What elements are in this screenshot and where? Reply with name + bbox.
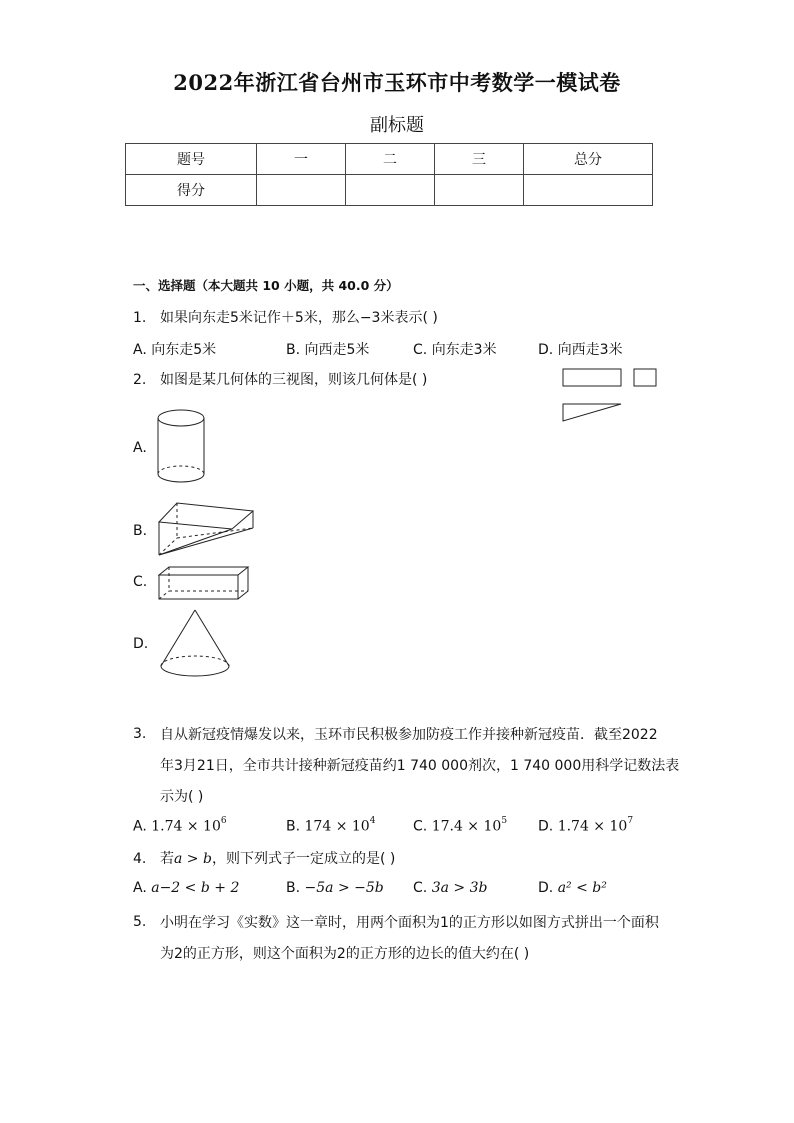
option-text: 向东走3米 [431,342,497,358]
option-a[interactable]: A. [133,440,147,456]
score-header-cell: 三 [435,144,524,175]
question-number: 3. [133,726,147,742]
option-c[interactable]: C. [133,574,148,590]
score-header-cell: 题号 [126,144,257,175]
option-text: −5a > −5b [304,880,384,896]
option-a[interactable] [133,818,227,835]
top-view-triangle [563,404,621,421]
option-exponent: 6 [220,816,227,826]
score-cell[interactable] [524,175,653,206]
question-number: 1. [133,310,147,326]
option-b[interactable]: B. [133,523,148,539]
option-text: a² < b² [557,880,607,896]
option-exponent: 5 [501,816,508,826]
option-b[interactable] [286,880,384,896]
option-b[interactable] [286,339,369,359]
option-label: D. [538,880,554,896]
option-label: A. [133,880,147,896]
option-label: B. [286,342,301,358]
option-label: A. [133,342,147,358]
option-label: C. [413,342,428,358]
question-text-line1: 小明在学习《实数》这一章时，用两个面积为1的正方形以如图方式拼出一个面积 [160,915,659,931]
question-text-post: ，则下列式子一定成立的是( ) [211,851,396,867]
score-header-cell: 总分 [524,144,653,175]
triangular-prism-icon[interactable] [157,500,257,558]
option-base: 17.4 × 10 [431,818,502,835]
option-base: 1.74 × 10 [151,818,221,835]
option-d[interactable] [538,880,607,896]
option-exponent: 4 [369,816,376,826]
cone-icon[interactable] [158,608,232,682]
score-header-cell: 二 [346,144,435,175]
option-c[interactable] [413,880,487,896]
question-math: a > b [174,851,212,867]
question-text-line3: 示为( ) [160,789,204,805]
side-view-rect [634,369,656,386]
option-c[interactable] [413,818,507,835]
option-exponent: 7 [627,816,634,826]
option-label: C. [413,818,428,835]
option-d[interactable] [538,818,633,835]
option-text: a−2 < b + 2 [151,880,240,896]
option-b[interactable] [286,818,375,835]
option-text: 向东走5米 [151,342,217,358]
exam-title: 2022年浙江省台州市玉环市中考数学一模试卷 [173,70,621,95]
question-text: 如果向东走5米记作＋5米，那么−3米表示( ) [160,310,438,326]
option-label: B. [286,818,301,835]
option-text: 3a > 3b [431,880,488,896]
score-cell[interactable] [435,175,524,206]
score-cell[interactable] [346,175,435,206]
question-text [160,849,395,869]
option-a[interactable] [133,339,216,359]
option-label: B. [286,880,301,896]
three-views-figure [560,368,660,424]
option-label: D. [538,342,554,358]
option-label: C. [413,880,428,896]
score-cell[interactable] [257,175,346,206]
option-label: D. [538,818,554,835]
front-view-rect [563,369,621,386]
question-number: 4. [133,851,147,867]
score-table-header-row [126,144,653,175]
question-number: 2. [133,372,147,388]
option-c[interactable] [413,339,497,359]
section-heading: 一、选择题（本大题共 10 小题，共 40.0 分） [133,278,399,293]
option-base: 1.74 × 10 [557,818,628,835]
score-table [125,143,653,206]
exam-subtitle: 副标题 [370,115,424,136]
option-label: A. [133,818,147,835]
option-d[interactable] [538,339,623,359]
option-a[interactable] [133,880,239,896]
question-text-line2: 年3月21日，全市共计接种新冠疫苗约1 740 000剂次，1 740 000用科学记数法表 [160,758,680,774]
question-text-pre: 若 [160,851,174,867]
score-table-score-row [126,175,653,206]
option-d[interactable]: D. [133,636,149,652]
question-text: 如图是某几何体的三视图，则该几何体是( ) [160,372,428,388]
question-text-line1: 自从新冠疫情爆发以来，玉环市民积极参加防疫工作并接种新冠疫苗．截至2022 [160,727,658,743]
rectangular-box-icon[interactable] [157,565,252,603]
question-number: 5. [133,914,147,930]
score-row-label: 得分 [126,175,257,206]
cylinder-icon[interactable] [157,408,207,486]
option-base: 174 × 10 [304,818,370,835]
option-text: 向西走3米 [557,342,623,358]
option-text: 向西走5米 [304,342,370,358]
question-text-line2: 为2的正方形，则这个面积为2的正方形的边长的值大约在( ) [160,946,530,962]
score-header-cell: 一 [257,144,346,175]
